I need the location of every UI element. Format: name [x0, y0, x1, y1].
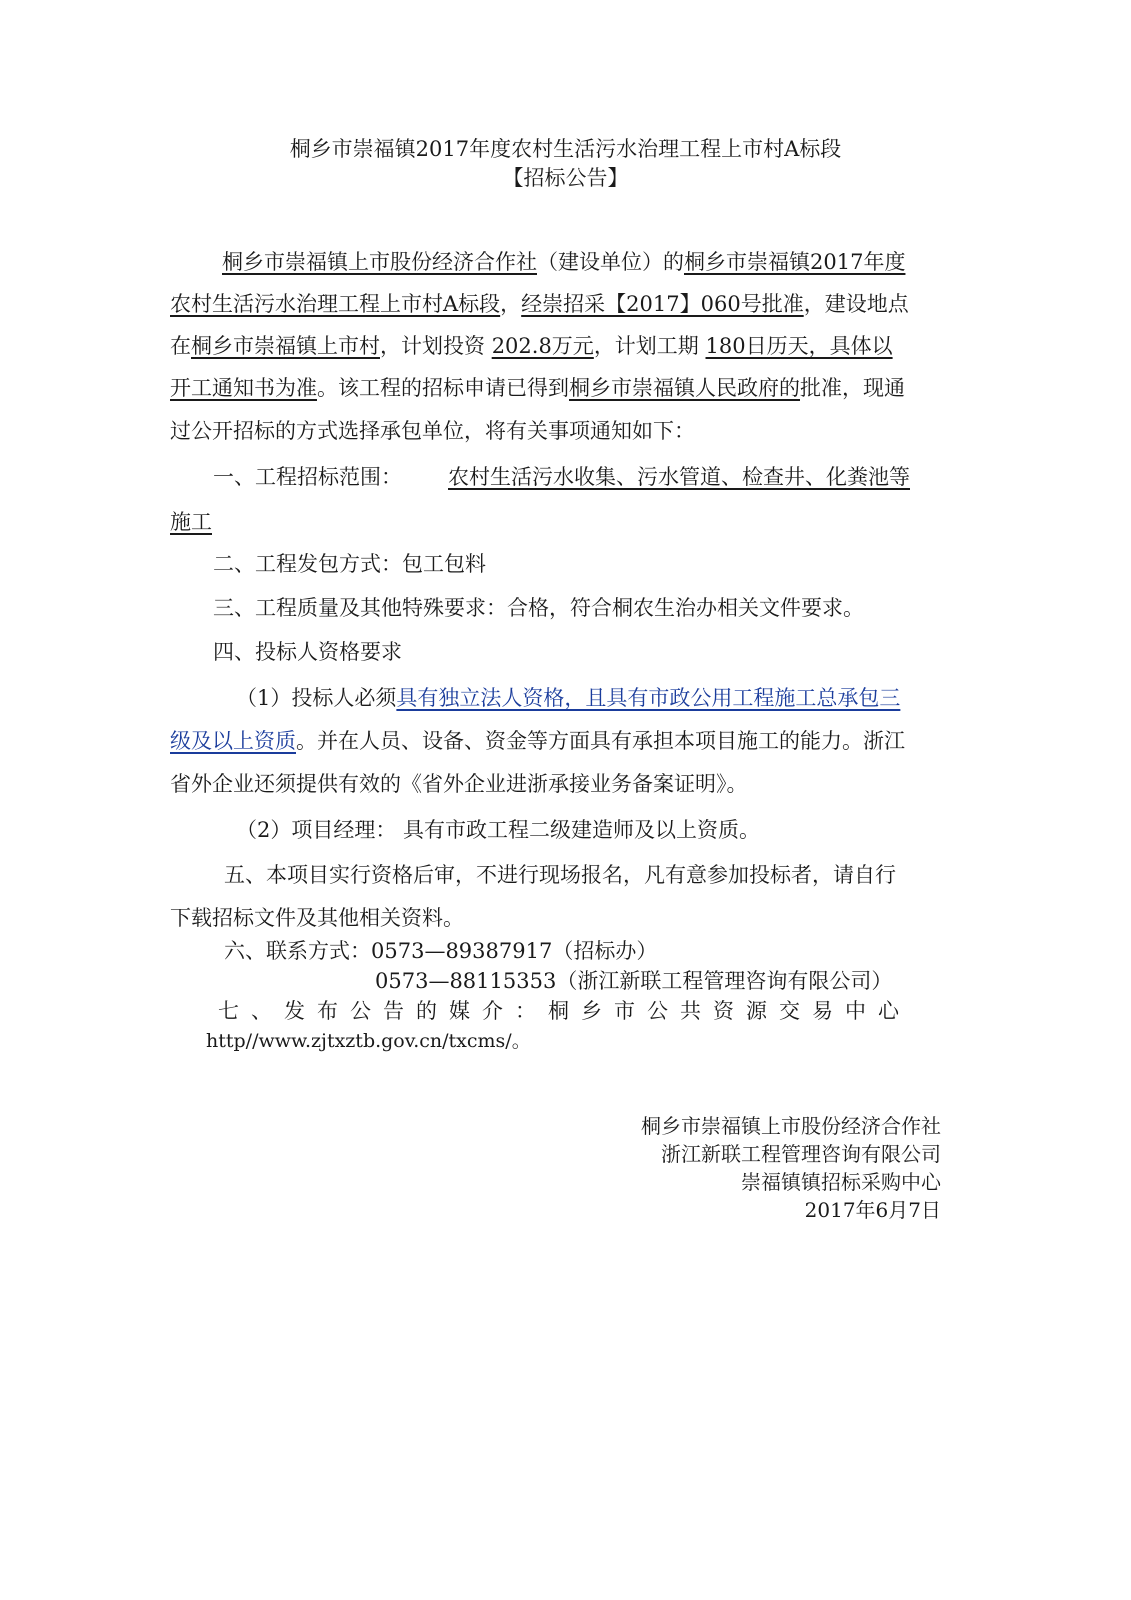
signature-org-2: 浙江新联工程管理咨询有限公司: [661, 1142, 941, 1166]
requirement-text: 。并在人员、设备、资金等方面具有承担本项目施工的能力。浙江: [296, 729, 905, 753]
intro-text: ，: [500, 292, 522, 316]
start-notice: 开工通知书为准: [170, 376, 317, 400]
section-6-contact-1: 六、联系方式：0573—89387917（招标办）: [224, 939, 658, 963]
approving-authority: 桐乡市崇福镇人民政府的: [569, 376, 800, 400]
section-4: 四、投标人资格要求: [213, 640, 402, 664]
approval-number: 经崇招采【2017】060号批准: [521, 292, 804, 316]
section-3: 三、工程质量及其他特殊要求：合格，符合桐农生治办相关文件要求。: [213, 596, 864, 620]
section-4-item-1: [236, 683, 900, 713]
intro-line-3: [170, 331, 893, 361]
signature-org-1: 桐乡市崇福镇上市股份经济合作社: [641, 1114, 941, 1138]
location-town: 桐乡市崇福镇: [191, 334, 317, 358]
section-6-contact-2: 0573—88115353（浙江新联工程管理咨询有限公司）: [375, 969, 893, 993]
intro-text: （建设单位）的: [537, 250, 684, 274]
section-4-item-1-line-2: [170, 726, 905, 756]
media-url[interactable]: http//www.zjtxztb.gov.cn/txcms/。: [206, 1030, 531, 1052]
intro-text: ，计划工期: [593, 334, 699, 358]
intro-text: 在: [170, 334, 191, 358]
intro-text: 。该工程的招标申请已得到: [317, 376, 569, 400]
builder-name: 桐乡市崇福镇上市股份经济合作社: [222, 250, 537, 274]
qualification-link-cont[interactable]: 级及以上资质: [170, 729, 296, 753]
qualification-link[interactable]: 具有独立法人资格，且具有市政公用工程施工总承包三: [396, 686, 901, 710]
requirement-text: （1）投标人必须: [236, 686, 397, 710]
section-1-label: 一、工程招标范围：: [213, 465, 402, 489]
document-title: 桐乡市崇福镇2017年度农村生活污水治理工程上市村A标段: [289, 137, 842, 161]
project-name-part1: 桐乡市崇福镇2017年度: [684, 250, 906, 274]
intro-line-5: 过公开招标的方式选择承包单位，将有关事项通知如下：: [170, 419, 695, 443]
section-5: 五、本项目实行资格后审，不进行现场报名，凡有意参加投标者，请自行: [224, 863, 896, 887]
signature-date: 2017年6月7日: [804, 1198, 941, 1222]
investment-amount: 202.8万元: [491, 334, 594, 358]
section-4-item-2: （2）项目经理： 具有市政工程二级建造师及以上资质。: [236, 818, 761, 842]
intro-text: 批准，现通: [800, 376, 905, 400]
location-village: 上市村: [317, 334, 380, 358]
section-1-value: 农村生活污水收集、污水管道、检查井、化粪池等: [448, 465, 910, 489]
document-subtitle: 【招标公告】: [502, 166, 629, 190]
section-2: 二、工程发包方式：包工包料: [213, 552, 486, 576]
intro-line-4: [170, 373, 905, 403]
intro-text: ，建设地点: [803, 292, 909, 316]
section-1-value-cont: 施工: [170, 510, 212, 534]
intro-line-1: [222, 247, 905, 277]
signature-org-3: 崇福镇镇招标采购中心: [741, 1170, 941, 1194]
section-5-cont: 下载招标文件及其他相关资料。: [170, 906, 464, 930]
project-name-part2: 农村生活污水治理工程上市村A标段: [170, 292, 501, 316]
section-4-item-1-line-3: 省外企业还须提供有效的《省外企业进浙承接业务备案证明》。: [170, 772, 748, 796]
intro-line-2: [170, 289, 909, 319]
construction-period: 180日历天，具体以: [705, 334, 893, 358]
intro-text: ，计划投资: [380, 334, 485, 358]
section-7: 七、发布公告的媒介：桐乡市公共资源交易中心: [218, 999, 911, 1023]
